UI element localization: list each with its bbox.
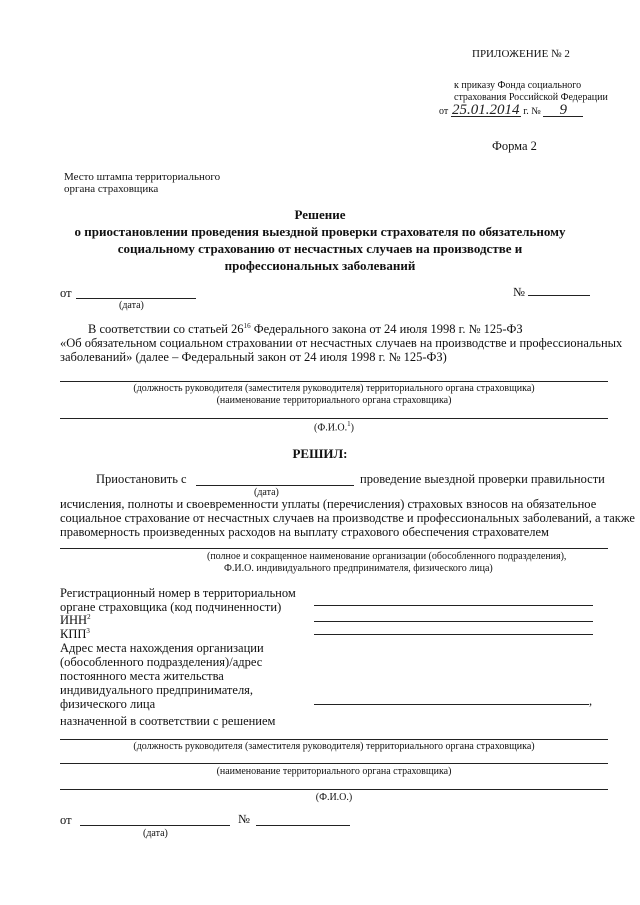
suspend-date-line[interactable]	[196, 485, 354, 486]
bottom-fio-caption: (Ф.И.О.)	[315, 792, 353, 803]
appendix-title: ПРИЛОЖЕНИЕ № 2	[472, 48, 570, 60]
fio-line[interactable]	[60, 418, 608, 419]
fio-caption	[60, 420, 608, 433]
appendix-order-line1: к приказу Фонда социального	[454, 80, 582, 91]
org-caption-line1: (полное и сокращенное наименование организации (обособленного подразделения),	[207, 551, 567, 562]
appendix-date-row	[439, 104, 583, 117]
assigned-text: назначенной в соответствии с решением	[60, 714, 276, 728]
date-caption: (дата)	[119, 300, 144, 311]
suspend-line3: социальное страхование от несчастных случаев на производстве и профессиональных заболеваний, а также	[60, 511, 635, 525]
official-line[interactable]	[60, 381, 608, 382]
fio-caption-close: )	[350, 422, 355, 434]
bottom-number-sign: №	[238, 812, 250, 826]
bottom-ot: от	[60, 813, 72, 827]
address-comma: ,	[589, 694, 593, 708]
org-caption-line2: Ф.И.О. индивидуального предпринимателя, физического лица)	[224, 563, 493, 574]
intro-line1	[88, 322, 523, 337]
bottom-official-line[interactable]	[60, 739, 608, 740]
appendix-number-label: г. №	[523, 106, 541, 117]
bottom-date-line[interactable]	[80, 825, 230, 826]
reg-number-label-2: органе страховщика (код подчиненности)	[60, 600, 282, 614]
kpp-field[interactable]	[314, 634, 593, 635]
title-line1: о приостановлении проведения выездной проверки страхователя по обязательному	[74, 224, 566, 239]
address-label-1: Адрес места нахождения организации	[60, 641, 264, 655]
inn-label-sup: 2	[87, 613, 91, 621]
date-line[interactable]	[76, 298, 196, 299]
body-name-caption: (наименование территориального органа страховщика)	[216, 395, 452, 406]
address-field[interactable]	[314, 704, 589, 705]
suspend-line4: правомерность произведенных расходов на выплату страхового обеспечения страхователем	[60, 525, 549, 539]
date-ot: от	[60, 286, 72, 300]
kpp-label-text: КПП	[60, 627, 87, 642]
appendix-ot: от	[439, 106, 449, 117]
form-label: Форма 2	[492, 139, 537, 153]
inn-label	[60, 613, 91, 628]
org-line[interactable]	[60, 548, 608, 549]
address-label-5: физического лица	[60, 697, 156, 711]
inn-label-text: ИНН	[60, 613, 88, 628]
kpp-label	[60, 627, 90, 642]
address-label-2: (обособленного подразделения)/адрес	[60, 655, 263, 669]
intro-line1-sup: 16	[243, 322, 251, 330]
official-caption: (должность руководителя (заместителя руководителя) территориального органа страховщика)	[133, 383, 535, 394]
decided-heading: РЕШИЛ:	[292, 446, 348, 461]
number-sign: №	[513, 285, 525, 299]
intro-line2: «Об обязательном социальном страховании от несчастных случаев на производстве и профессиональных	[60, 336, 623, 350]
reg-number-field[interactable]	[314, 605, 593, 606]
bottom-fio-line[interactable]	[60, 789, 608, 790]
suspend-date-caption: (дата)	[254, 487, 279, 498]
appendix-order-line2: страхования Российской Федерации	[454, 92, 608, 103]
address-label-4: индивидуального предпринимателя,	[60, 683, 254, 697]
appendix-hand-number: 9	[543, 104, 583, 117]
stamp-line1: Место штампа территориального	[64, 171, 221, 183]
address-label-3: постоянного места жительства	[60, 669, 224, 683]
inn-field[interactable]	[314, 621, 593, 622]
suspend-prefix: Приостановить с	[96, 472, 187, 486]
intro-line1-a: В соответствии со статьей 26	[88, 322, 244, 337]
title-word: Решение	[294, 207, 346, 222]
fio-caption-sup: 1	[347, 420, 351, 428]
bottom-number-line[interactable]	[256, 825, 350, 826]
kpp-label-sup: 3	[86, 627, 90, 635]
bottom-body-name-caption: (наименование территориального органа страховщика)	[216, 766, 452, 777]
fio-caption-text: (Ф.И.О.	[313, 422, 348, 434]
intro-line3: заболеваний» (далее – Федеральный закон от 24 июля 1998 г. № 125-ФЗ)	[60, 350, 447, 364]
bottom-date-caption: (дата)	[143, 828, 168, 839]
number-line[interactable]	[528, 295, 590, 296]
suspend-suffix: проведение выездной проверки правильности	[360, 472, 605, 486]
bottom-body-name-line[interactable]	[60, 763, 608, 764]
appendix-hand-date: 25.01.2014	[452, 102, 520, 118]
suspend-line2: исчисления, полноты и своевременности уплаты (перечисления) страховых взносов на обязательное	[60, 497, 597, 511]
bottom-official-caption: (должность руководителя (заместителя руководителя) территориального органа страховщика)	[133, 741, 535, 752]
intro-line1-b: Федерального закона от 24 июля 1998 г. № 125-ФЗ	[250, 322, 523, 337]
title-line2: социальному страхованию от несчастных случаев на производстве и	[117, 241, 523, 256]
title-line3: профессиональных заболеваний	[224, 258, 416, 273]
reg-number-label-1: Регистрационный номер в территориальном	[60, 586, 296, 600]
stamp-line2: органа страховщика	[64, 183, 159, 195]
